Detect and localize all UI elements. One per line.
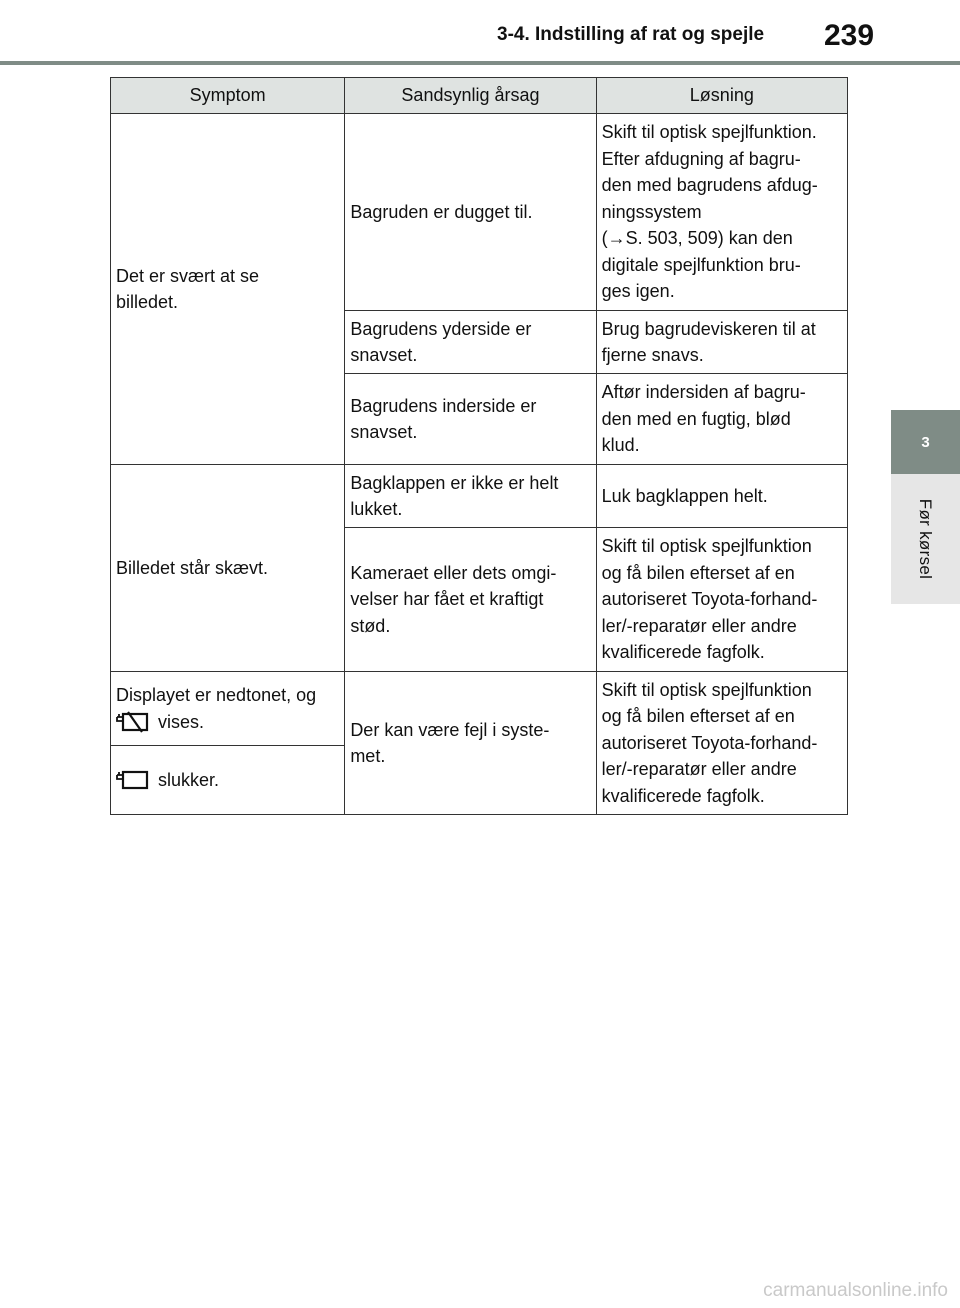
table-row [111, 465, 848, 528]
solution-cell: Luk bagklappen helt. [596, 465, 847, 528]
section-title: 3-4. Indstilling af rat og spejle [497, 24, 765, 45]
header-cause: Sandsynlig årsag [345, 78, 596, 114]
solution-cell: Aftør indersiden af bagru- den med en fugtig, blød klud. [596, 374, 847, 465]
cause-cell: Der kan være fejl i syste- met. [345, 672, 596, 815]
symptom-cell: Billedet står skævt. [111, 465, 345, 672]
chapter-tab[interactable] [891, 410, 960, 474]
symptom-cell [111, 746, 345, 815]
solution-cell: Brug bagrudeviskeren til at fjerne snavs. [596, 311, 847, 374]
chapter-label-tab [891, 474, 960, 604]
solution-cell: Skift til optisk spejlfunktion. Efter afdugning af bagru- den med bagrudens afdug- ningssystem (→S. 503, 509) kan den digitale spejlfunktion bru- ges igen. [596, 114, 847, 311]
chapter-number: 3 [921, 433, 930, 451]
header-solution: Løsning [596, 78, 847, 114]
cause-cell: Kameraet eller dets omgi- velser har fået et kraftigt stød. [345, 528, 596, 672]
troubleshooting-table [110, 77, 848, 815]
header-symptom: Symptom [111, 78, 345, 114]
page-number: 239 [824, 19, 875, 52]
mirror-icon [116, 769, 150, 791]
table-header-row [111, 78, 848, 114]
cause-cell: Bagruden er dugget til. [345, 114, 596, 311]
symptom-icon-line [116, 767, 339, 794]
header-rule [0, 61, 960, 65]
symptom-cell: Det er svært at se billedet. [111, 114, 345, 465]
symptom-icon-text: vises. [158, 711, 205, 732]
table-row [111, 672, 848, 746]
symptom-line: Displayet er nedtonet, og [116, 685, 317, 705]
watermark: carmanualsonline.info [763, 1280, 948, 1301]
table-row [111, 114, 848, 311]
symptom-icon-line [116, 709, 339, 736]
solution-cell: Skift til optisk spejlfunktion og få bilen efterset af en autoriseret Toyota-forhand- ler/-reparatør eller andre kvalificerede fagfolk. [596, 672, 847, 815]
chapter-title: Før kørsel [916, 498, 936, 580]
cause-cell: Bagrudens inderside er snavset. [345, 374, 596, 465]
symptom-icon-text: slukker. [158, 769, 220, 790]
mirror-warning-icon [116, 711, 150, 733]
symptom-cell [111, 672, 345, 746]
cause-cell: Bagklappen er ikke er helt lukket. [345, 465, 596, 528]
cause-cell: Bagrudens yderside er snavset. [345, 311, 596, 374]
solution-cell: Skift til optisk spejlfunktion og få bilen efterset af en autoriseret Toyota-forhand- ler/-reparatør eller andre kvalificerede fagfolk. [596, 528, 847, 672]
